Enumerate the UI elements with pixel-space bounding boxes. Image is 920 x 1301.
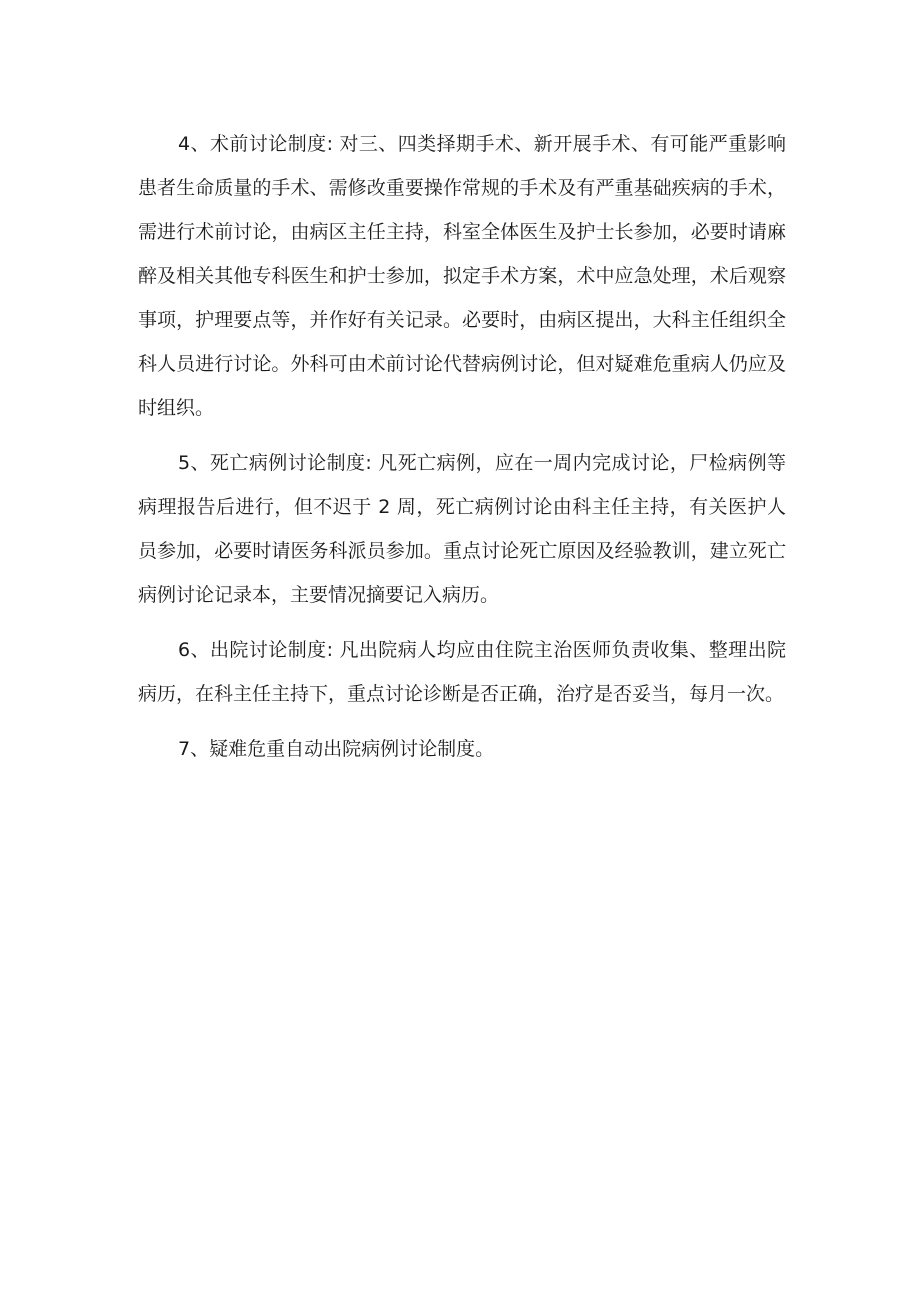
paragraph-preoperative-discussion: 4、术前讨论制度: 对三、四类择期手术、新开展手术、有可能严重影响患者生命质量的手术、需修改重要操作常规的手术及有严重基础疾病的手术，需进行术前讨论，由病区主任主持，科室全体医生及护士长参加，必要时请麻醉及相关其他专科医生和护士参加，拟定手术方案，术中应急处理，术后观察事项，护理要点等，并作好有关记录。必要时，由病区提出，大科主任组织全科人员进行讨论。外科可由术前讨论代替病例讨论，但对疑难危重病人仍应及时组织。 [138, 133, 786, 419]
document-body [138, 122, 786, 782]
paragraph-critical-self-discharge-discussion: 7、疑难危重自动出院病例讨论制度。 [178, 738, 495, 760]
paragraph-discharge-discussion: 6、出院讨论制度: 凡出院病人均应由住院主治医师负责收集、整理出院病历，在科主任主持下，重点讨论诊断是否正确，治疗是否妥当，每月一次。 [138, 639, 786, 705]
paragraph-death-case-discussion: 5、死亡病例讨论制度: 凡死亡病例，应在一周内完成讨论，尸检病例等病理报告后进行，但不迟于 2 周，死亡病例讨论由科主任主持，有关医护人员参加，必要时请医务科派员参加。重点讨论死亡原因及经验教训，建立死亡病例讨论记录本，主要情况摘要记入病历。 [138, 452, 786, 606]
